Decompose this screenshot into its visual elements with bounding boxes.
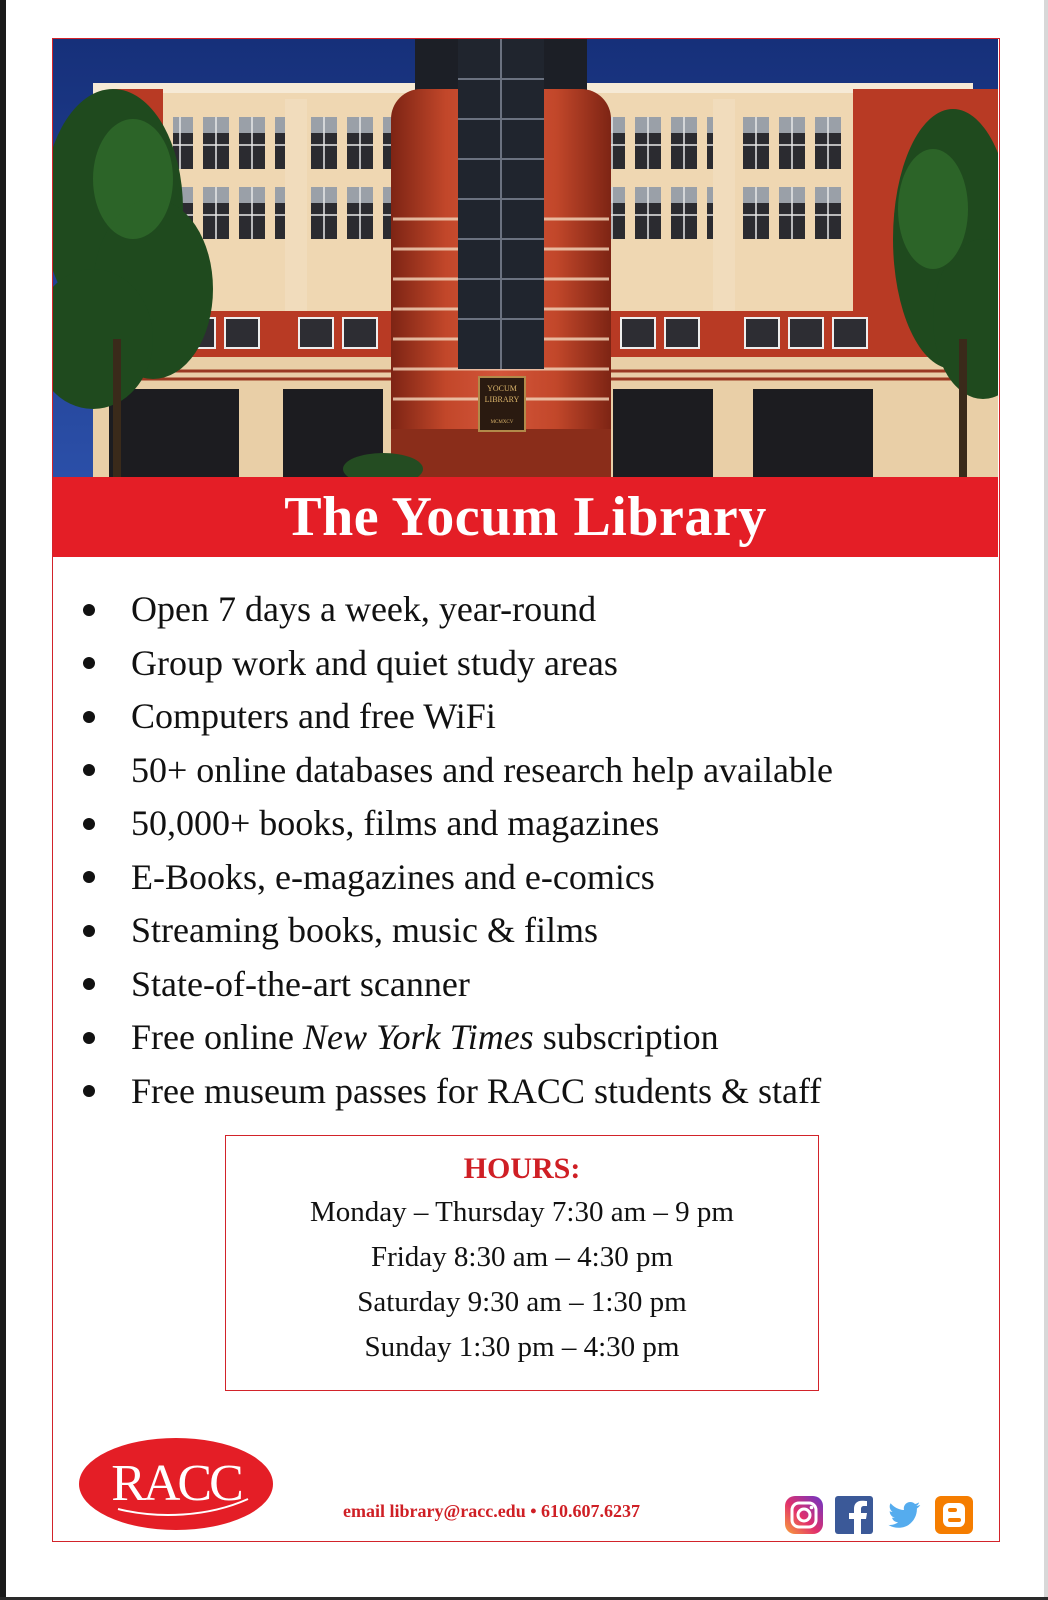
hours-line-friday: Friday 8:30 am – 4:30 pm — [370, 1241, 674, 1273]
sign-line-1: YOCUM — [487, 384, 517, 393]
scan-edge-right — [1044, 0, 1048, 1600]
feature-text: Free museum passes for RACC students & staff — [131, 1070, 822, 1111]
bullet-icon — [83, 978, 95, 990]
feature-text-post: subscription — [533, 1017, 719, 1057]
scan-edge-left — [0, 0, 6, 1600]
feature-item — [53, 797, 998, 851]
nyt-title: New York Times — [302, 1017, 534, 1057]
instagram-icon[interactable] — [784, 1495, 824, 1535]
sign-line-3: MCMXCV — [490, 420, 514, 425]
feature-text: 50+ online databases and research help available — [131, 749, 833, 790]
feature-item — [53, 851, 998, 905]
building-illustration — [53, 39, 998, 477]
hours-line-saturday: Saturday 9:30 am – 1:30 pm — [357, 1286, 687, 1318]
contact-info: email library@racc.edu • 610.607.6237 — [343, 1501, 640, 1521]
sign-line-2: LIBRARY — [484, 395, 520, 404]
feature-text: State-of-the-art scanner — [131, 963, 470, 1004]
bullet-icon — [83, 657, 95, 669]
hours-heading: HOURS: — [463, 1152, 581, 1185]
bullet-icon — [83, 1085, 95, 1097]
feature-item — [53, 1011, 998, 1065]
facebook-icon[interactable] — [834, 1495, 874, 1535]
bullet-icon — [83, 711, 95, 723]
social-icons — [784, 1495, 974, 1535]
feature-text-pre: Free online — [131, 1017, 303, 1057]
building-photo — [53, 39, 998, 477]
feature-item — [53, 958, 998, 1012]
feature-item — [53, 744, 998, 798]
bullet-icon — [83, 764, 95, 776]
feature-item — [53, 637, 998, 691]
bullet-icon — [83, 818, 95, 830]
racc-logo — [78, 1437, 274, 1531]
feature-text: Open 7 days a week, year-round — [131, 589, 597, 629]
feature-text: Computers and free WiFi — [131, 696, 496, 736]
title-band — [53, 477, 998, 557]
hours-line-weekdays: Monday – Thursday 7:30 am – 9 pm — [310, 1196, 734, 1228]
feature-text: E-Books, e-magazines and e-comics — [131, 856, 655, 897]
library-poster — [52, 38, 1000, 1542]
feature-item — [53, 1065, 998, 1119]
poster-title: The Yocum Library — [284, 486, 767, 548]
bullet-icon — [83, 604, 95, 616]
feature-text: Group work and quiet study areas — [131, 642, 618, 683]
bullet-icon — [83, 1032, 95, 1044]
blogger-icon[interactable] — [934, 1495, 974, 1535]
hours-line-sunday: Sunday 1:30 pm – 4:30 pm — [364, 1331, 680, 1363]
twitter-icon[interactable] — [884, 1495, 924, 1535]
features-list — [53, 583, 998, 1118]
feature-item — [53, 690, 998, 744]
bullet-icon — [83, 925, 95, 937]
hours-box — [225, 1135, 819, 1391]
feature-item — [53, 583, 998, 637]
feature-item — [53, 904, 998, 958]
bullet-icon — [83, 871, 95, 883]
logo-wordmark: RACC — [111, 1455, 241, 1512]
feature-text: Streaming books, music & films — [131, 910, 598, 950]
feature-text: 50,000+ books, films and magazines — [131, 803, 660, 843]
